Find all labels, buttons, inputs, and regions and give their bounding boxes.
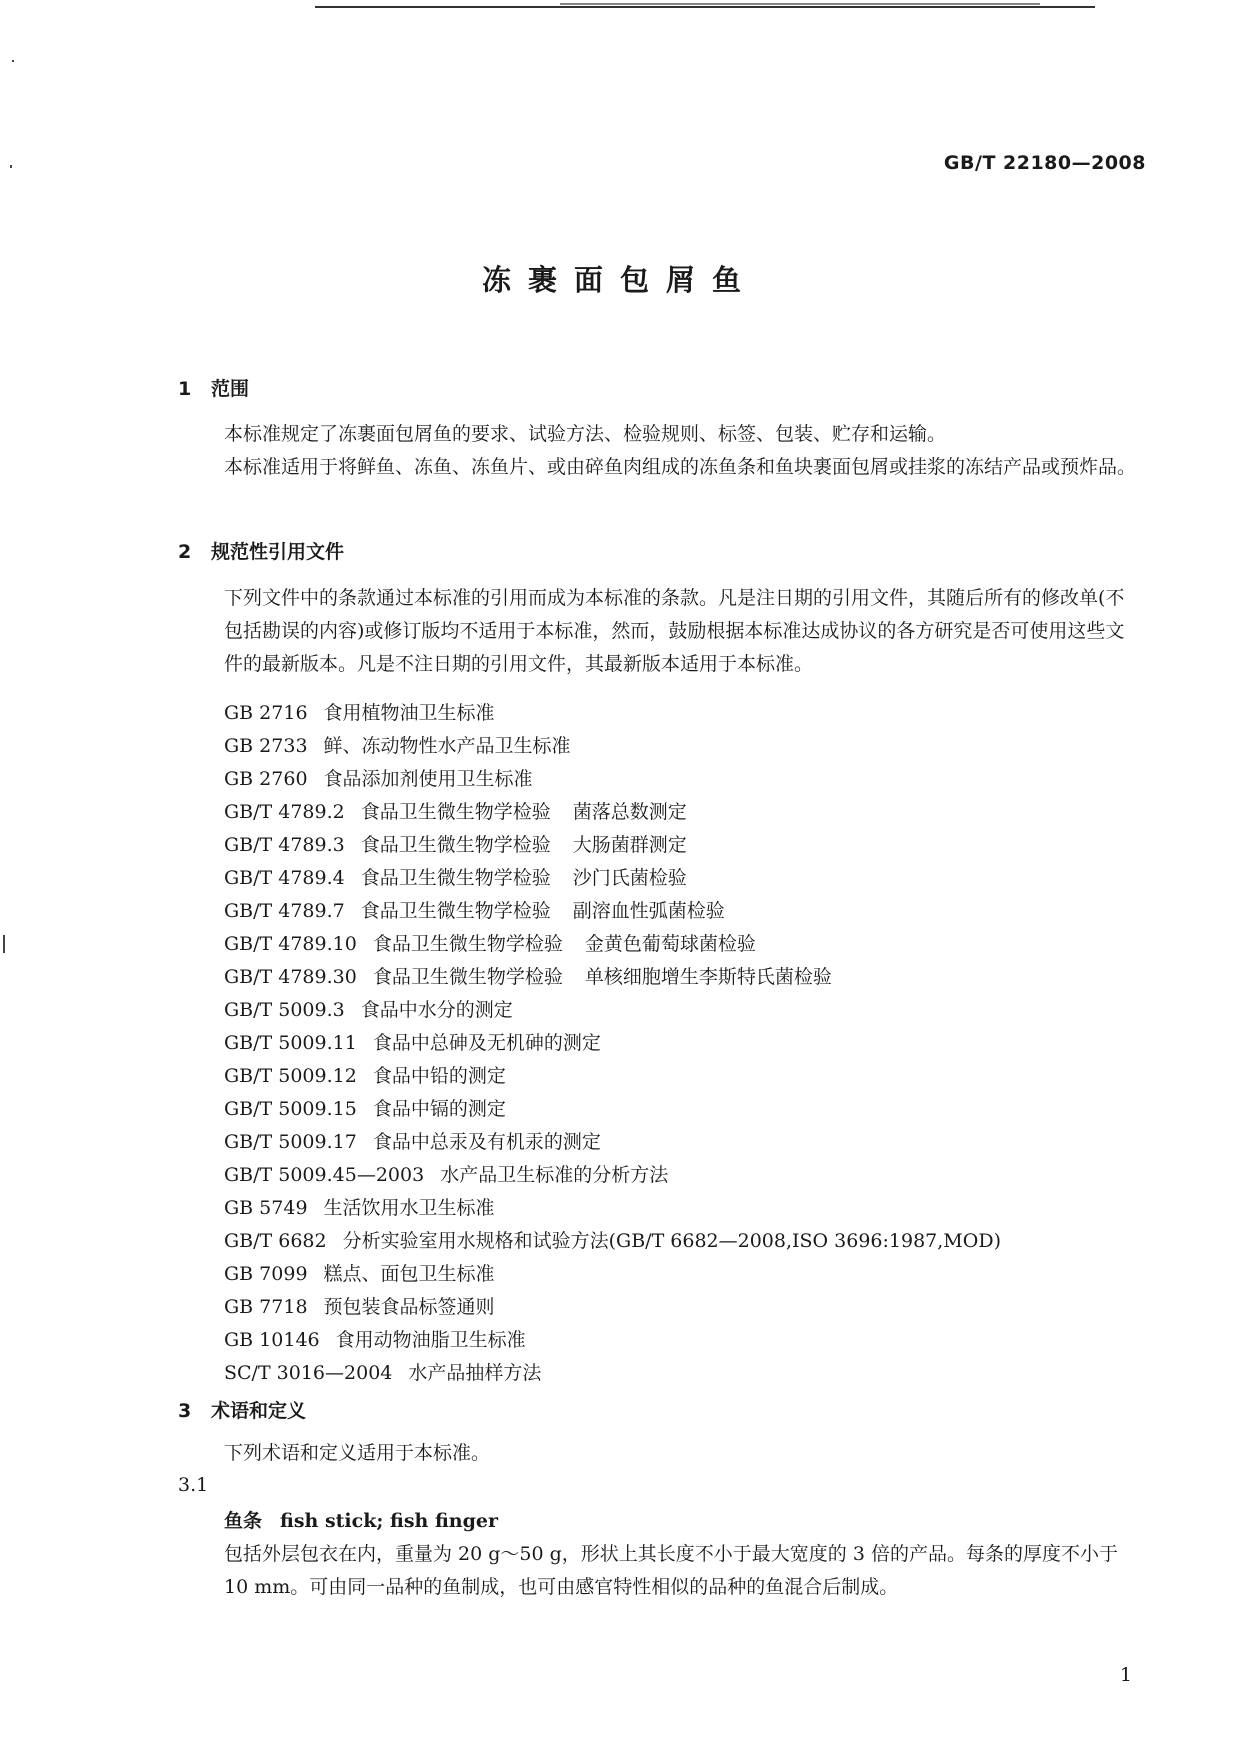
section-1-paragraph-1 <box>178 418 1138 451</box>
reference-item <box>224 796 687 829</box>
reference-title: 食品卫生微生物学检验 <box>372 933 563 955</box>
reference-item <box>224 697 495 730</box>
reference-item <box>224 730 571 763</box>
reference-code: GB 10146 <box>224 1329 320 1351</box>
paragraph-text: 下列文件中的条款通过本标准的引用而成为本标准的条款。凡是注日期的引用文件，其随后所有的修改单(不包括勘误的内容)或修订版均不适用于本标准，然而，鼓励根据本标准达成协议的各方研究是否可使用这些文件的最新版本。凡是不注日期的引用文件，其最新版本适用于本标准。 <box>224 587 1125 675</box>
reference-item <box>224 1060 506 1093</box>
paragraph-text: 本标准适用于将鲜鱼、冻鱼、冻鱼片、或由碎鱼肉组成的冻鱼条和鱼块裹面包屑或挂浆的冻结产品或预炸品。 <box>224 456 1137 478</box>
reference-title: 食品中镉的测定 <box>372 1098 506 1120</box>
section-1-paragraph-2 <box>178 451 1138 484</box>
section-2-heading <box>178 537 344 564</box>
reference-subtitle: 单核细胞增生李斯特氏菌检验 <box>584 966 832 988</box>
reference-subtitle: 大肠菌群测定 <box>572 834 687 856</box>
reference-item <box>224 895 725 928</box>
reference-title: 糕点、面包卫生标准 <box>323 1263 495 1285</box>
reference-item <box>224 1291 495 1324</box>
reference-item <box>224 1159 668 1192</box>
section-1-heading <box>178 374 249 401</box>
reference-code: GB 2760 <box>224 768 308 790</box>
header-rule <box>315 6 1095 8</box>
reference-subtitle: 金黄色葡萄球菌检验 <box>584 933 756 955</box>
reference-title: 食品添加剂使用卫生标准 <box>323 768 533 790</box>
reference-item <box>224 1192 495 1225</box>
paragraph-text: 下列术语和定义适用于本标准。 <box>224 1442 491 1464</box>
section-title: 范围 <box>211 378 250 400</box>
section-3-heading <box>178 1396 306 1423</box>
reference-item <box>224 928 756 961</box>
reference-item <box>224 1027 601 1060</box>
term-entry <box>224 1506 498 1533</box>
reference-item <box>224 1357 541 1390</box>
section-number: 3 <box>178 1400 192 1422</box>
term-definition <box>178 1538 1138 1604</box>
reference-title: 食品卫生微生物学检验 <box>360 801 551 823</box>
header-rule-secondary <box>560 3 1040 5</box>
reference-code: GB/T 5009.17 <box>224 1131 357 1153</box>
reference-code: GB 7099 <box>224 1263 308 1285</box>
term-chinese: 鱼条 <box>224 1510 263 1532</box>
reference-code: GB/T 5009.11 <box>224 1032 357 1054</box>
reference-code: GB 2716 <box>224 702 308 724</box>
section-title: 规范性引用文件 <box>211 541 345 563</box>
scan-speck <box>12 60 14 62</box>
section-title: 术语和定义 <box>211 1400 307 1422</box>
reference-title: 食品中总砷及无机砷的测定 <box>372 1032 601 1054</box>
paragraph-text: 包括外层包衣在内，重量为 20 g～50 g，形状上其长度不小于最大宽度的 3 倍的产品。每条的厚度不小于 10 mm。可由同一品种的鱼制成，也可由感官特性相似的品种的鱼混合后制成。 <box>224 1543 1118 1598</box>
reference-code: GB/T 4789.3 <box>224 834 345 856</box>
reference-title: 食用动物油脂卫生标准 <box>335 1329 526 1351</box>
page-number: 1 <box>1119 1664 1132 1686</box>
standard-number: GB/T 22180—2008 <box>943 152 1146 174</box>
reference-title: 生活饮用水卫生标准 <box>323 1197 495 1219</box>
reference-code: GB/T 6682 <box>224 1230 327 1252</box>
reference-title: 食品卫生微生物学检验 <box>360 900 551 922</box>
section-number: 2 <box>178 541 192 563</box>
reference-title: 预包装食品标签通则 <box>323 1296 495 1318</box>
section-number: 1 <box>178 378 192 400</box>
reference-code: GB/T 5009.12 <box>224 1065 357 1087</box>
reference-title: 食品卫生微生物学检验 <box>360 867 551 889</box>
reference-title: 食用植物油卫生标准 <box>323 702 495 724</box>
section-2-paragraph-1 <box>178 582 1138 681</box>
reference-code: GB/T 4789.10 <box>224 933 357 955</box>
reference-title: 食品卫生微生物学检验 <box>372 966 563 988</box>
scan-speck <box>3 935 5 953</box>
paragraph-text: 本标准规定了冻裹面包屑鱼的要求、试验方法、检验规则、标签、包装、贮存和运输。 <box>224 423 947 445</box>
reference-code: GB/T 5009.15 <box>224 1098 357 1120</box>
term-english: fish stick; fish finger <box>280 1510 498 1532</box>
reference-item <box>224 1126 601 1159</box>
reference-title: 食品中铅的测定 <box>372 1065 506 1087</box>
reference-subtitle: 菌落总数测定 <box>572 801 687 823</box>
reference-code: GB 2733 <box>224 735 308 757</box>
reference-title: 鲜、冻动物性水产品卫生标准 <box>323 735 571 757</box>
reference-code: GB/T 4789.30 <box>224 966 357 988</box>
reference-code: GB 5749 <box>224 1197 308 1219</box>
reference-title: 分析实验室用水规格和试验方法(GB/T 6682—2008,ISO 3696:1987,MOD) <box>342 1230 1001 1252</box>
reference-item <box>224 994 513 1027</box>
section-3-paragraph-1 <box>178 1437 1138 1470</box>
document-title: 冻裹面包屑鱼 <box>481 263 758 297</box>
reference-subtitle: 副溶血性弧菌检验 <box>572 900 725 922</box>
reference-title: 水产品卫生标准的分析方法 <box>440 1164 669 1186</box>
reference-code: GB/T 4789.2 <box>224 801 345 823</box>
reference-code: GB/T 5009.45—2003 <box>224 1164 425 1186</box>
reference-title: 水产品抽样方法 <box>408 1362 542 1384</box>
reference-code: SC/T 3016—2004 <box>224 1362 393 1384</box>
reference-subtitle: 沙门氏菌检验 <box>572 867 687 889</box>
clause-number: 3.1 <box>178 1474 209 1496</box>
reference-item <box>224 1225 1001 1258</box>
reference-title: 食品卫生微生物学检验 <box>360 834 551 856</box>
reference-item <box>224 862 687 895</box>
reference-code: GB/T 4789.7 <box>224 900 345 922</box>
reference-item <box>224 1093 506 1126</box>
reference-item <box>224 829 687 862</box>
reference-code: GB 7718 <box>224 1296 308 1318</box>
reference-item <box>224 1324 526 1357</box>
reference-item <box>224 763 533 796</box>
reference-title: 食品中总汞及有机汞的测定 <box>372 1131 601 1153</box>
scan-speck <box>10 165 12 168</box>
reference-item <box>224 1258 495 1291</box>
reference-title: 食品中水分的测定 <box>360 999 513 1021</box>
reference-code: GB/T 4789.4 <box>224 867 345 889</box>
reference-code: GB/T 5009.3 <box>224 999 345 1021</box>
reference-item <box>224 961 832 994</box>
